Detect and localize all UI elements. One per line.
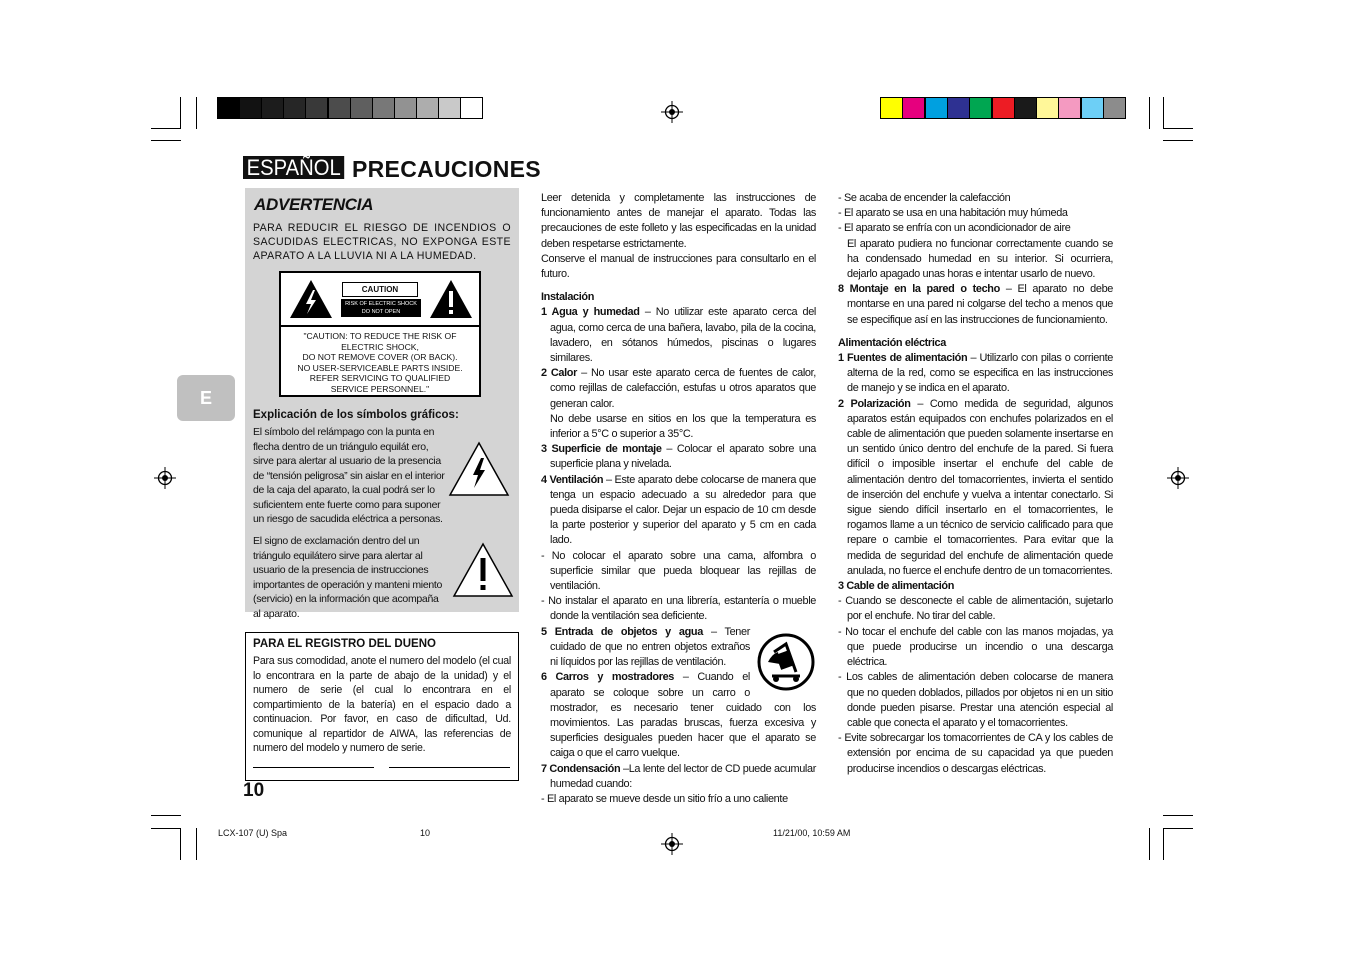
exclamation-triangle-icon <box>452 542 514 598</box>
crop-mark <box>196 97 197 129</box>
item-label: 7 Condensación <box>541 762 621 775</box>
gray-swatch <box>239 97 262 119</box>
dash-item: - El aparato se mueve desde un sitio frío a uno caliente <box>541 792 788 805</box>
item-text: – No usar este aparato cerca de fuentes de calor, como rejillas de calefacción, estufas u otros aparatos que generan calor. <box>550 367 816 410</box>
footer-filename: LCX-107 (U) Spa <box>218 828 288 838</box>
item-label: 2 Calor <box>541 367 577 380</box>
item-text: – Utilizarlo con pilas o corriente alterna de la red, como se especifica en las instrucciones de manejo y se indica en el aparato. <box>847 352 1113 395</box>
footer-date: 11/21/00, 10:59 AM <box>773 828 851 838</box>
dash-item: - No instalar el aparato en una librería, estantería o mueble donde la ventilación sea deficiente. <box>541 595 816 623</box>
color-swatch <box>1081 97 1104 119</box>
item-label: 4 Ventilación <box>541 473 604 486</box>
crop-mark <box>1163 828 1193 829</box>
item-label: 1 Agua y humedad <box>541 306 640 319</box>
registration-mark-icon <box>661 101 683 123</box>
item-label: 5 Entrada de objetos y agua <box>541 625 703 638</box>
language-tab: E <box>177 375 235 421</box>
dash-item: - No colocar el aparato sobre una cama, alfombra o superficie similar que pueda bloquear las rejillas de ventilación. <box>541 549 816 593</box>
crop-mark <box>151 140 181 141</box>
item-text: – No utilizar este aparato cerca del agua, como cerca de una bañera, lavabo, pila de la cocina, lavadero, en sótanos húmedos, piscinas o lugares similares. <box>550 306 816 365</box>
gray-swatch <box>217 97 240 119</box>
color-swatch <box>992 97 1015 119</box>
registration-mark-icon <box>154 467 176 489</box>
gray-swatch <box>350 97 373 119</box>
warning-text: PARA REDUCIR EL RIESGO DE INCENDIOS O SACUDIDAS ELECTRICAS, NO EXPONGA ESTE APARATO A LA LLUVIA NI A LA HUMEDAD. <box>253 222 511 262</box>
crop-mark <box>1149 97 1150 129</box>
gray-swatch <box>372 97 395 119</box>
list-item <box>541 305 816 366</box>
caution-line: SERVICE PERSONNEL." <box>330 383 430 394</box>
gray-swatch <box>394 97 417 119</box>
crop-mark <box>151 828 181 829</box>
item-label: 2 Polarización <box>838 397 911 410</box>
color-swatch <box>1058 97 1081 119</box>
dash-item: - Se acaba de encender la calefacción <box>838 192 1011 204</box>
intro-paragraph: Leer detenida y completamente las instrucciones de funcionamiento antes de manejar el aparato. Todas las precauciones de este folleto y las especificadas en la unidad deben respetarse estrictamente. <box>541 192 816 250</box>
caution-text <box>285 331 475 395</box>
caution-sub-line: DO NOT OPEN <box>361 309 401 315</box>
registration-mark-icon <box>1167 467 1189 489</box>
crop-mark <box>1149 828 1150 860</box>
list-item <box>838 579 1113 594</box>
color-swatch <box>925 97 948 119</box>
caution-line: ELECTRIC SHOCK, <box>341 341 419 352</box>
caution-sub-line: RISK OF ELECTRIC SHOCK <box>345 301 417 307</box>
dash-item: - El aparato se enfría con un acondicionador de aire <box>838 222 1071 235</box>
lightning-triangle-icon <box>448 441 510 497</box>
item-text: –La lente del lector de CD puede acumular humedad cuando: <box>550 762 816 790</box>
caution-line: NO USER-SERVICEABLE PARTS INSIDE. <box>297 362 463 373</box>
item-text: – Este aparato debe colocarse de manera que tenga un espacio adecuado a su alrededor para que pueda disiparse el calor. Dejar un espacio de 10 cm desde la parte posterior y superior del aparato y 5 cm en cada lado. <box>550 473 817 547</box>
color-swatch <box>1014 97 1037 119</box>
footer-page: 10 <box>420 828 431 838</box>
crop-mark <box>180 97 181 129</box>
symbols-title: Explicación de los símbolos gráficos: <box>253 409 459 421</box>
model-number-line <box>253 767 374 768</box>
crop-mark <box>151 128 181 129</box>
item-label: 8 Montaje en la pared o techo <box>838 283 1000 296</box>
gray-swatch <box>328 97 351 119</box>
color-swatch <box>1103 97 1126 119</box>
list-item <box>541 442 816 472</box>
list-item <box>541 762 816 792</box>
gray-swatch <box>460 97 483 119</box>
crop-mark <box>151 815 181 816</box>
color-swatch <box>902 97 925 119</box>
item-text: – Cuando el aparato se coloque sobre un carro o mostrador, es necesario tener cuidado con los movimientos. Las paradas bruscas, fuerza excesiva y superficies desiguales pueden hacer que el aparato se caiga o que el carro vuelque. <box>550 671 816 760</box>
caution-line: "CAUTION: TO REDUCE THE RISK OF <box>303 331 457 341</box>
item-label: 3 Superficie de montaje <box>541 443 662 456</box>
crop-mark <box>1163 128 1193 129</box>
crop-mark <box>1163 828 1164 860</box>
list-item <box>541 473 816 549</box>
item-extra: El aparato pudiera no funcionar correctamente cuando se ha condensado humedad en su interior. Si ocurriera, dejarlo apagado unas horas e intentar usarlo de nuevo. <box>847 237 1113 281</box>
list-item <box>838 282 1113 328</box>
cart-warning-icon <box>756 632 816 692</box>
item-text: – Tener cuidado de que no entren objetos extraños ni líquidos por las rejillas de ventilación. <box>550 625 750 669</box>
item-label: 1 Fuentes de alimentación <box>838 352 968 365</box>
dash-item: - El aparato se usa en una habitación muy húmeda <box>838 207 1068 220</box>
caution-header <box>281 273 479 327</box>
page-title: PRECAUCIONES <box>352 156 541 182</box>
crop-mark <box>196 828 197 860</box>
dash-item: - Los cables de alimentación deben colocarse de manera que no queden doblados, pillados por objetos ni en un sitio donde pueden pisarse. Prestar una atención especial al cable que conecta el aparato y el tomacorrientes. <box>838 671 1113 729</box>
owner-record-title: PARA EL REGISTRO DEL DUENO <box>253 638 436 650</box>
color-swatch <box>947 97 970 119</box>
caution-label-box <box>279 271 481 397</box>
color-swatch <box>880 97 903 119</box>
list-item <box>838 351 1113 397</box>
page-number: 10 <box>243 780 265 801</box>
text-column-1 <box>541 191 816 807</box>
section-heading: Instalación <box>541 291 595 304</box>
gray-swatch <box>283 97 306 119</box>
crop-mark <box>1163 815 1193 816</box>
item-text: – Colocar el aparato sobre una superficie plana y nivelada. <box>550 443 816 471</box>
item-text: – El aparato no debe montarse en una pared ni colgarse del techo a menos que se especifique así en las instrucciones de funcionamiento. <box>847 283 1113 326</box>
item-label: 6 Carros y mostradores <box>541 671 674 684</box>
serial-number-line <box>389 767 510 768</box>
exclamation-explanation: El signo de exclamación dentro del un triángulo equilátero sirve para alertar al usuario de la presencia de instrucciones importantes de operación y manteni miento (servicio) en la información que acompaña al aparato. <box>253 535 443 620</box>
lightning-explanation: El símbolo del relámpago con la punta en flecha dentro de un triángulo equilát ero, sirve para alertar al usuario de la presencia de “tensión peligrosa” sin aislar en el interior de la caja del aparato, la cual podrá ser lo suficientem ente fuerte como para suponer un riesgo de sacudida eléctrica a personas. <box>253 426 445 525</box>
caution-label: CAUTION <box>342 282 418 297</box>
item-extra: No debe usarse en sitios en los que la temperatura es inferior a 5°C o superior a 35°C. <box>550 412 816 441</box>
crop-mark <box>1163 140 1193 141</box>
dash-item: - No tocar el enchufe del cable con las manos mojadas, ya que puede producirse un incendio o una descarga eléctrica. <box>838 625 1113 669</box>
crop-mark <box>1163 97 1164 129</box>
color-swatch <box>969 97 992 119</box>
text-column-2 <box>838 191 1113 777</box>
list-item <box>838 397 1113 579</box>
item-label: 3 Cable de alimentación <box>838 580 955 593</box>
gray-swatch <box>305 97 328 119</box>
list-item <box>541 366 816 412</box>
caution-sub <box>341 299 421 317</box>
lightning-warning-icon <box>289 279 333 319</box>
gray-swatch <box>416 97 439 119</box>
registration-mark-icon <box>661 833 683 855</box>
gray-swatch <box>261 97 284 119</box>
dash-item: - Cuando se desconecte el cable de alimentación, sujetarlo por el enchufe. No tirar del cable. <box>838 595 1113 623</box>
crop-mark <box>180 828 181 860</box>
intro-paragraph: Conserve el manual de instrucciones para consultarlo en el futuro. <box>541 252 816 281</box>
language-badge: ESPAÑOL <box>243 156 344 179</box>
owner-record-text: Para sus comodidad, anote el numero del modelo (el cual lo encontrara en la parte de abajo de la unidad) y el numero de serie (el cual lo encontrara en el compartimiento de la batería) en el espacio dado a continuacion. Por favor, en caso de dificultad, Ud. comunique al repartidor de AIWA, las referencias de numero del modelo y numero de serie. <box>253 655 511 754</box>
item-text: – Como medida de seguridad, algunos aparatos están equipados con enchufes polarizados en el cable de alimentación que pueden solamente insertarse en un sentido único dentro del enchufe de la pared. Si fuera difícil o imposible insertar el enchufe del cable de alimentación dentro del tomacorrientes, invierta el sentido de inserción del enchufe y vuelva a intentar conectarlo. Si sigue siendo difícil insertarlo en el tomacorrientes, le rogamos llame a un técnico de servicio calificado para que repare o cambie el tomacorrientes. Para evitar que la medida de seguridad del enchufe de alimentación quede anulada, no fuerce el enchufe dentro de un tomacorrientes. <box>847 397 1113 577</box>
color-swatch <box>1036 97 1059 119</box>
section-heading: Alimentación eléctrica <box>838 336 946 349</box>
caution-line: REFER SERVICING TO QUALIFIED <box>309 373 451 384</box>
warning-title: ADVERTENCIA <box>254 195 374 214</box>
dash-item: - Evite sobrecargar los tomacorrientes de CA y los cables de extensión por encima de su capacidad ya que pueden producirse incendios o descargas eléctricas. <box>838 732 1113 775</box>
exclamation-warning-icon <box>429 279 473 319</box>
caution-line: DO NOT REMOVE COVER (OR BACK). <box>302 352 458 363</box>
gray-swatch <box>438 97 461 119</box>
